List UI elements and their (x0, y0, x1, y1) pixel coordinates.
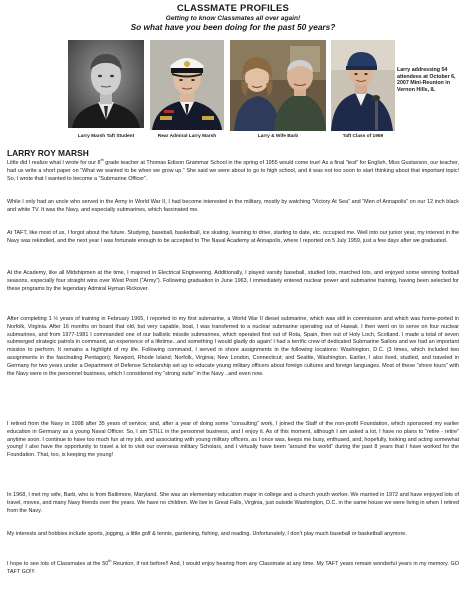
paragraph-4-text: At the Academy, like all Midshipmen at the time, I majored in Electrical Engineering. Additionally, I played varsity baseball, studied lots, marched lots, and enjoyed some winning football seasons, especially four straight wins over West Point (“Army”). Following graduation in June 1963, I immediately entered nuclear power and submarine training, having been selected for these programs by the legendary Admiral Hyman Rickover. (7, 270, 459, 292)
photo-caption-student: Larry Marsh Taft Student (77, 134, 135, 139)
photo-caption-couple: Larry & Wife Barb (257, 134, 299, 139)
photo-caption-admiral: Rear Admiral Larry Marsh (157, 134, 217, 139)
admiral-photo (150, 40, 224, 130)
paragraph-5-text: After completing 1 ½ years of training in February 1965, I reported to my first submarine, a World War II diesel submarine, which was still in commission and which was home-ported in Norfolk, Virginia. After 16 months on board that old, but very capable, boat, I was transferred to a nuclear submarine operating out of Hawaii. I then went on to serve on four nuclear submarines, and from 1977-1981 I commanded one of our ballistic missile submarines, which operated first out of Rota, Spain, then out of Holy Loch, Scotland. I made a total of seven submerged strategic patrols in command, an experience of a lifetime...and something I would gladly do again! I had a terrific crew of dedicated Submarine Sailors and we had an important mission to perform. It remains a highlight of my life. Following command, I served in shore assignments in the following locations: Washington, D.C. (3 times, which included two assignments in the fascinating Pentagon); Newport, Rhode Island; Norfolk, Virginia; New London, Connecticut; and Seattle, Washington. Earlier, I also lived, studied, and traveled in Germany for two years under a Department of Defense Scholarship set up to educate young military officers about foreign cultures and foreign languages. Most of these “shore tours” with the Navy were in the personnel business, which I considered my “strong suite” in the Navy ..and even now. (7, 316, 459, 377)
paragraph-9-text-a: I hope to see lots of Classmates at the 50 (7, 561, 109, 567)
paragraph-9-sup: th (108, 559, 112, 564)
paragraph-4 (7, 270, 459, 293)
paragraph-5 (7, 316, 459, 378)
paragraph-7-text: In 1968, I met my wife, Barb, who is from Baltimore, Maryland. She was an elementary education major in college and a church youth worker. We married in 1972 and have enjoyed lots of travel, moves, and many Navy friends over the years. We have no children. We live in Great Falls, Virginia, just outside Washington, D.C. in the same house we were living in when I retired from the Navy. (7, 492, 459, 514)
paragraph-8-text: My interests and hobbies include sports, jogging, a little golf & tennis, gardening, fishing, and reading. Unfortunately, I don’t play much baseball or basketball anymore. (7, 531, 407, 537)
paragraph-1-sup: th (100, 158, 104, 163)
header-subtitle: Getting to know Classmates all over again! (165, 15, 301, 22)
couple-photo (230, 40, 326, 131)
page-title: CLASSMATE PROFILES (176, 3, 290, 14)
paragraph-7 (7, 492, 459, 515)
paragraph-1 (7, 160, 459, 183)
paragraph-3-text: At TAFT, like most of us, I forgot about the future. Studying, baseball, basketball, ice skating, learning to drive, starting to date, etc. occupied me. Well into our junior year, my interest in the Navy was rekindled, and the next year I was fortunate enough to be accepted to The Naval Academy at Annapolis, where I reported on 5 July 1959, just a few days after we graduated. (7, 230, 459, 244)
paragraph-9 (7, 561, 459, 577)
reunion-photo (331, 40, 395, 131)
student-photo (68, 40, 144, 128)
paragraph-6 (7, 421, 459, 460)
reunion-caption: Larry addressing 54 attendees at October 6, 2007 Mini-Reunion in Vernon Hills, IL (397, 67, 456, 93)
paragraph-1-text-b: grade teacher at Thomas Edison Grammar School in the spring of 1955 would come true! As a final “test” for English, Miss Gustavson, our teacher, had us write a short paper on “What we wanted to be when we grow up.” She said we were about to go to high school, and it was not too soon to start thinking about that important topic! So, I wrote that I wanted to become a “Submarine Officer”. (7, 160, 460, 182)
paragraph-1-text-a: Little did I realize what I wrote for our 8 (7, 160, 101, 166)
paragraph-6-text: I retired from the Navy in 1998 after 35 years of service; and, after a year of doing some “consulting” work, I joined the Staff of the non-profit Foundation, which sponsored my earlier education in Germany as a young Naval Officer. So, I am STILL in the personnel business, and I enjoy it. As of this moment, although I am asked a lot, I have no plans to “retire - retire” anytime soon. I continue to have too much fun at my job, and associating with young military officers, as I once was, keeps me busy, enthused, and, hopefully, looking and acting somewhat young! I also have the opportunity to travel a lot to visit our overseas military Scholars, and I virtually have been “around the world” during the past 8 years that I have worked for the Foundation. That, too, is keeping me young! (7, 421, 459, 459)
paragraph-9-text-b: Reunion, if not before!! And, I would enjoy hearing from any Classmate at any time. My TAFT years remain wonderful years in my memory. GO TAFT GO!!! (7, 561, 459, 575)
paragraph-2-text: While I only had an uncle who served in the Army in World War II, I had become interested in the military, mostly by watching “Victory At Sea” and “Men of Annapolis” on our 12 inch black and white TV. It was the Navy, and especially submarines, which fascinated me. (7, 199, 459, 213)
profile-name: LARRY ROY MARSH (7, 148, 89, 158)
page-header (0, 3, 466, 32)
paragraph-3 (7, 230, 459, 246)
header-question: So what have you been doing for the past 50 years? (130, 22, 336, 32)
paragraph-8 (7, 531, 459, 539)
photo-caption-class: Taft Class of 1959 (342, 134, 384, 139)
paragraph-2 (7, 199, 459, 215)
